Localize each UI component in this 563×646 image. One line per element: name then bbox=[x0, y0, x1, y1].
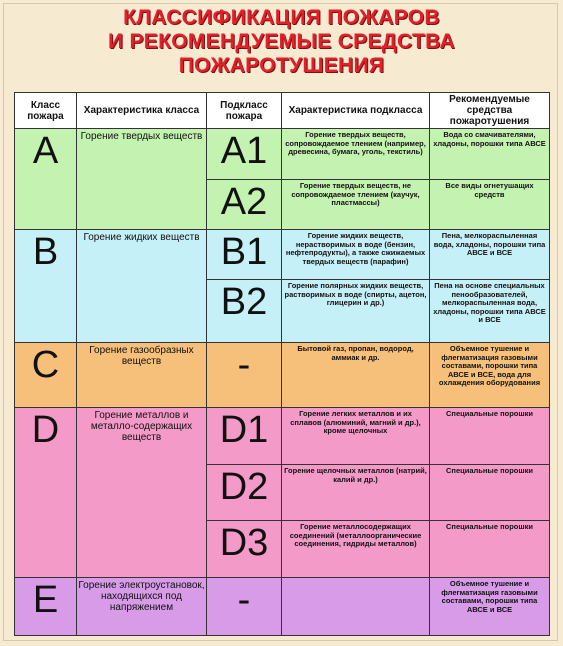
subclass-a1-rec: Вода со смачивателями, хладоны, порошки типа АВСЕ bbox=[430, 129, 550, 180]
class-b-cell bbox=[15, 230, 77, 343]
table-row bbox=[15, 408, 550, 465]
class-d-desc: Горение металлов и металло-содержащих веществ bbox=[77, 408, 207, 578]
title-line-3: ПОЖАРОТУШЕНИЯ bbox=[178, 54, 385, 77]
subclass-code: B2 bbox=[220, 281, 268, 323]
header-recommended: Рекомендуемые средства пожаротушения bbox=[430, 93, 550, 129]
class-code: B bbox=[32, 231, 59, 273]
table-row bbox=[15, 230, 550, 280]
subclass-code: D3 bbox=[219, 522, 269, 564]
class-code: D bbox=[31, 409, 60, 451]
subclass-d2-rec: Специальные порошки bbox=[430, 465, 550, 521]
header-class-desc: Характеристика класса bbox=[77, 93, 207, 129]
subclass-a1-desc: Горение твердых веществ, сопровождаемое тлением (например, древесина, бумага, уголь, текстиль) bbox=[282, 129, 430, 180]
subclass-b2-cell bbox=[207, 280, 282, 343]
subclass-b1-rec: Пена, мелкораспыленная вода, хладоны, порошки типа АВСЕ и ВСЕ bbox=[430, 230, 550, 280]
subclass-d1-desc: Горение легких металлов и их сплавов (алюминий, магний и др.), кроме щелочных bbox=[282, 408, 430, 465]
subclass-d1-rec: Специальные порошки bbox=[430, 408, 550, 465]
class-d-cell bbox=[15, 408, 77, 578]
header-row bbox=[15, 93, 550, 129]
subclass-d1-cell bbox=[207, 408, 282, 465]
class-a-cell bbox=[15, 129, 77, 230]
subclass-d3-desc: Горение металлосодержащих соединений (металлоорганические соединения, гидриды металлов) bbox=[282, 521, 430, 578]
title-line-1: КЛАССИФИКАЦИЯ ПОЖАРОВ bbox=[123, 6, 440, 29]
subclass-c-cell bbox=[207, 343, 282, 408]
table-row bbox=[15, 343, 550, 408]
class-b-desc: Горение жидких веществ bbox=[77, 230, 207, 343]
header-subclass-desc: Характеристика подкласса bbox=[282, 93, 430, 129]
table-row bbox=[15, 129, 550, 180]
page-title bbox=[0, 6, 563, 78]
subclass-b2-rec: Пена на основе специальных пенообразователей, мелкораспыленная вода, хладоны, порошки типа АВСЕ и ВСЕ bbox=[430, 280, 550, 343]
class-e-desc: Горение электроустановок, находящихся под напряжением bbox=[77, 578, 207, 636]
subclass-code: - bbox=[237, 344, 251, 386]
subclass-a2-cell bbox=[207, 180, 282, 230]
subclass-d3-cell bbox=[207, 521, 282, 578]
subclass-d3-rec: Специальные порошки bbox=[430, 521, 550, 578]
subclass-a2-desc: Горение твердых веществ, не сопровождаемое тлением (каучук, пластмассы) bbox=[282, 180, 430, 230]
subclass-d2-cell bbox=[207, 465, 282, 521]
subclass-a1-cell bbox=[207, 129, 282, 180]
class-code: E bbox=[32, 579, 59, 621]
title-line-2: И РЕКОМЕНДУЕМЫЕ СРЕДСТВА bbox=[107, 30, 456, 53]
subclass-code: B1 bbox=[220, 231, 268, 273]
subclass-a2-rec: Все виды огнетушащих средств bbox=[430, 180, 550, 230]
class-code: C bbox=[31, 344, 60, 386]
class-a-desc: Горение твердых веществ bbox=[77, 129, 207, 230]
subclass-c-desc: Бытовой газ, пропан, водород, аммиак и др. bbox=[282, 343, 430, 408]
subclass-b1-desc: Горение жидких веществ, нерастворимых в воде (бензин, нефтепродукты), а также сжижаемых твердых веществ (парафин) bbox=[282, 230, 430, 280]
subclass-e-cell bbox=[207, 578, 282, 636]
class-code: A bbox=[32, 130, 59, 172]
subclass-c-rec: Объемное тушение и флегматизация газовыми составами, порошки типа АВСЕ и ВСЕ, вода для охлаждения оборудования bbox=[430, 343, 550, 408]
class-c-desc: Горение газообразных веществ bbox=[77, 343, 207, 408]
subclass-code: A1 bbox=[220, 130, 268, 172]
fire-classification-table bbox=[14, 92, 550, 636]
class-c-cell bbox=[15, 343, 77, 408]
subclass-e-rec: Объемное тушение и флегматизация газовыми составами, порошки типа АВСЕ и ВСЕ bbox=[430, 578, 550, 636]
subclass-e-desc bbox=[282, 578, 430, 636]
class-e-cell bbox=[15, 578, 77, 636]
subclass-b1-cell bbox=[207, 230, 282, 280]
subclass-d2-desc: Горение щелочных металлов (натрий, калий и др.) bbox=[282, 465, 430, 521]
subclass-b2-desc: Горение полярных жидких веществ, растворимых в воде (спирты, ацетон, глицерин и др.) bbox=[282, 280, 430, 343]
subclass-code: A2 bbox=[220, 181, 268, 223]
subclass-code: D1 bbox=[219, 409, 269, 451]
subclass-code: - bbox=[237, 579, 251, 621]
subclass-code: D2 bbox=[219, 466, 269, 508]
table-row bbox=[15, 578, 550, 636]
header-class: Класс пожара bbox=[15, 93, 77, 129]
header-subclass: Подкласс пожара bbox=[207, 93, 282, 129]
